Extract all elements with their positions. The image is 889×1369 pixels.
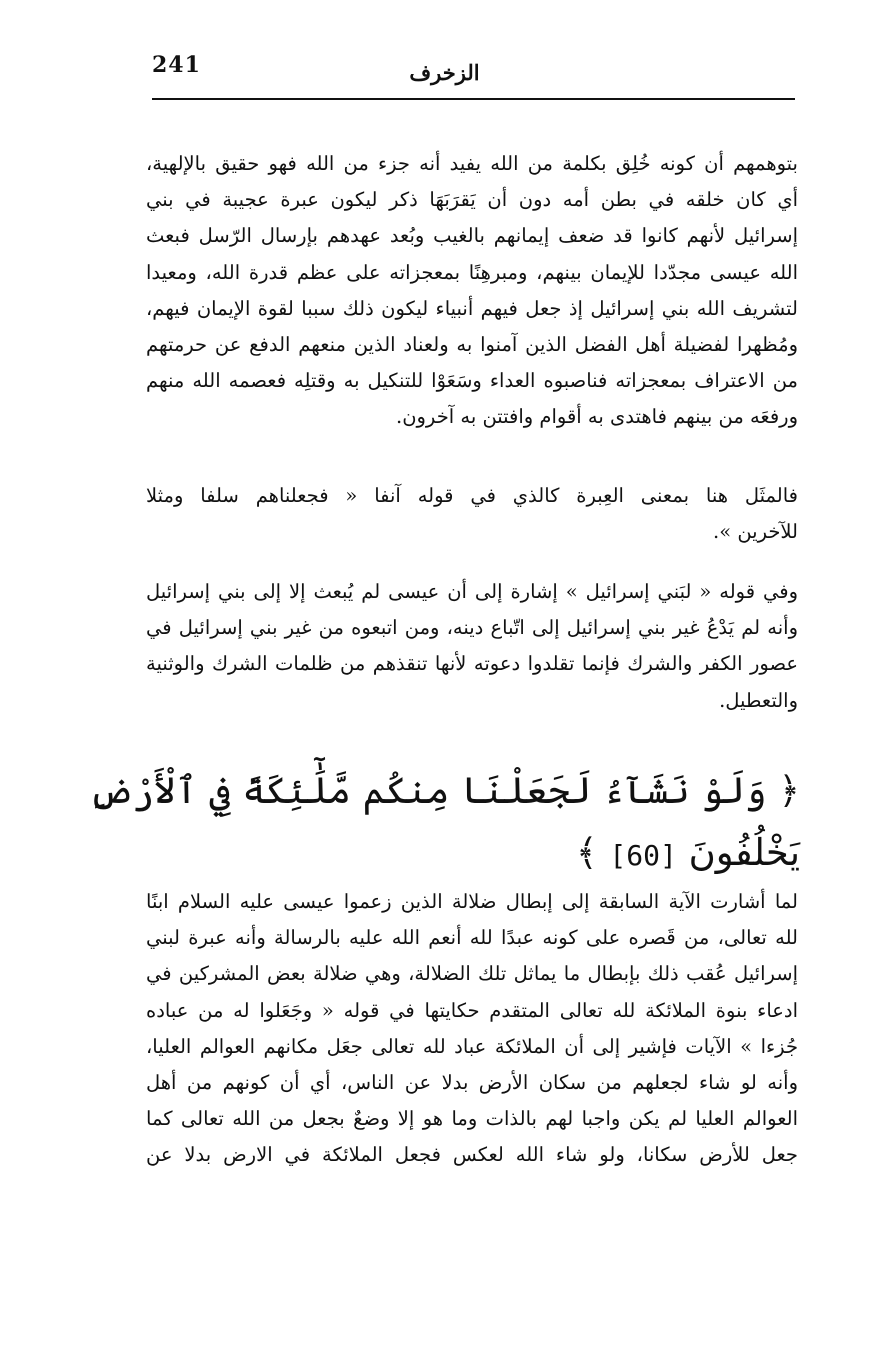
text-line: عصور الكفر والشرك فإنما تقلدوا دعوته لأنها تنقذهم من ظلمات الشرك والوثنية: [146, 652, 798, 676]
paragraph-2: [146, 478, 798, 550]
text-line: ادعاء بنوة الملائكة لله تعالى المتقدم حكايتها في قوله « وجَعَلوا له من عباده: [146, 998, 798, 1022]
verse-number: [60]: [609, 839, 677, 872]
text-line: ورفعَه من بينهم فاهتدى به أقوام وافتتن به آخرون.: [396, 405, 798, 429]
text-line: لله تعالى، من قَصره على كونه عبدًا لله أنعم الله عليه بالرسالة وأنه عبرة لبني: [146, 926, 798, 950]
text-line: إسرائيل عُقب ذلك بإبطال ما يماثل تلك الضلالة، وهي ضلالة بعض المشركين في: [146, 962, 798, 986]
text-line: من الاعتراف بمعجزاته فناصبوه العداء وسَعَوْا للتنكيل به وقتلِه فعصمه الله منهم: [146, 369, 798, 393]
text-line: وفي قوله « لبَني إسرائيل » إشارة إلى أن عيسى لم يُبعث إلا إلى بني إسرائيل: [146, 580, 798, 603]
text-line: جعل للأرض سكانا، ولو شاء الله لعكس فجعل الملائكة في الارض بدلا عن: [146, 1143, 798, 1167]
text-line: العوالم العليا لم يكن واجبا لهم بالذات وما هو إلا وضعٌ بجعل من الله تعالى كما: [146, 1107, 798, 1131]
text-line: الله عيسى مجدّدا للإيمان بينهم، ومبرهِنًا بمعجزاته على عظم قدرة الله، ومعيدا: [146, 260, 798, 284]
quran-verse: [88, 760, 800, 887]
paragraph-4: [146, 884, 798, 1174]
verse-line-1: ﴿ وَلَوْ نَشَآءُ لَجَعَلْنَا مِنكُم مَّلَٰٓئِكَةً فِي ٱلْأَرْضِ: [88, 769, 800, 812]
text-line: إسرائيل لأنهم كانوا قد ضعف إيمانهم بالغيب وبُعد عهدهم بإرسال الرّسل فبعث: [146, 224, 798, 248]
text-line: أي كان خلقه في بطن أمه دون أن يَقرَبَهَا ذكر ليكون عبرة عجيبة في بني: [146, 188, 798, 212]
paragraph-1: [146, 146, 798, 436]
text-line: لتشريف الله بني إسرائيل إذ جعل فيهم أنبياء ليكون ذلك سببا لقوة الإيمان فيهم،: [146, 296, 798, 320]
running-title: الزخرف: [409, 60, 480, 85]
text-line: لما أشارت الآية السابقة إلى إبطال ضلالة الذين زعموا عيسى عليه السلام ابنًا: [146, 890, 798, 913]
text-line: وأنه لو شاء لجعلهم من سكان الأرض بدلا عن الناس، أي أن كونهم من أهل: [146, 1071, 798, 1095]
paragraph-3: [146, 574, 798, 719]
verse-line-2: [140, 822, 800, 887]
text-line: للآخرين ».: [713, 520, 798, 544]
text-line: بتوهمهم أن كونه خُلِق بكلمة من الله يفيد أنه جزء من الله فهو حقيق بالإلهية،: [146, 152, 798, 175]
verse-text: يَخْلُفُونَ: [688, 831, 800, 874]
text-line: فالمثَل هنا بمعنى العِبرة كالذي في قوله آنفا « فجعلناهم سلفا ومثلا: [146, 484, 798, 507]
text-line: ومُظهرا لفضيلة أهل الفضل الذين آمنوا به ولعناد الذين منعهم الدفع عن حرمتهم: [146, 333, 798, 357]
verse-closing-bracket: ﴾: [575, 831, 598, 874]
text-line: والتعطيل.: [719, 688, 798, 712]
page-number: 241: [152, 52, 201, 78]
text-line: جُزءا » الآيات فإشير إلى أن الملائكة عباد لله تعالى جعَل مكانهم العوالم العليا،: [146, 1034, 798, 1058]
header-rule: [152, 98, 795, 100]
text-line: وأنه لم يَدْعُ غير بني إسرائيل إلى اتّباع دينه، ومن اتبعوه من غير بني إسرائيل في: [146, 616, 798, 640]
